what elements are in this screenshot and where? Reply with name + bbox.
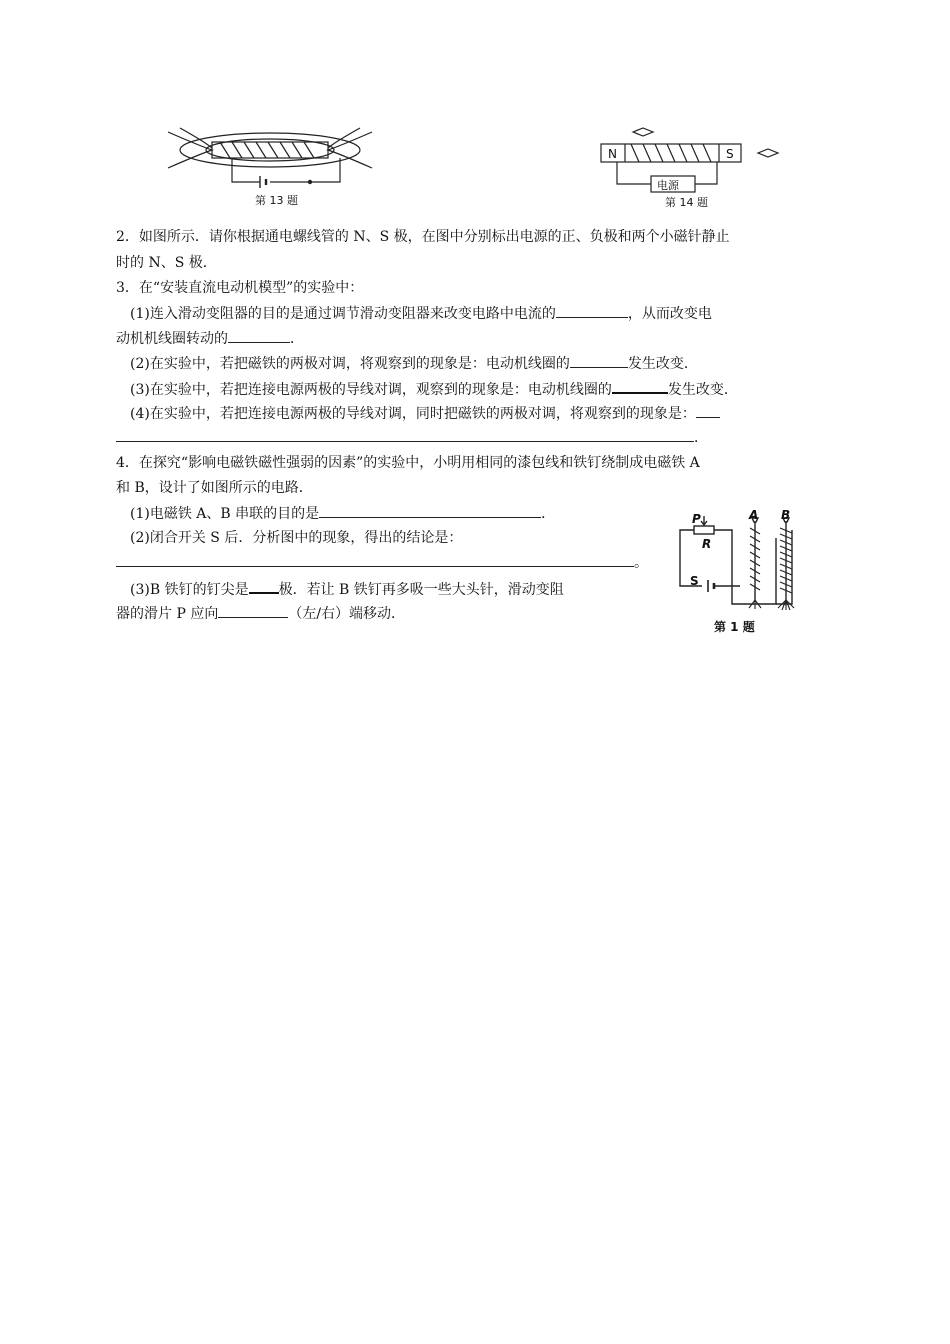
figure-1-caption: 第 1 题 xyxy=(714,620,755,634)
magnet-a-label: A xyxy=(749,508,759,522)
q4-part-2: (2)闭合开关 S 后．分析图中的现象，得出的结论是： xyxy=(130,530,463,546)
q4-part-3-cont xyxy=(116,603,405,624)
q2-line-2: 时的 N、S 极． xyxy=(116,255,217,271)
q3-p3-text-a: (3)在实验中，若把连接电源两极的导线对调，观察到的现象是：电动机线圈的 xyxy=(130,382,612,398)
q3-blank-wire-swap[interactable] xyxy=(612,378,668,394)
q3-title: 3．在“安装直流电动机模型”的实验中： xyxy=(116,280,364,296)
resistor-r-label: R xyxy=(702,537,712,551)
electromagnet-circuit-diagram xyxy=(672,508,812,618)
q3-blank-current[interactable] xyxy=(556,303,628,318)
q3-p1-text-a: (1)连入滑动变阻器的目的是通过调节滑动变阻器来改变电路中电流的 xyxy=(130,306,556,322)
figure-1 xyxy=(672,508,812,633)
q4-p1-text-b: ． xyxy=(541,506,556,522)
figure-13-caption: 第 13 题 xyxy=(255,194,298,207)
q3-p3-text-b: 发生改变． xyxy=(667,382,738,398)
q3-blank-magnet-swap[interactable] xyxy=(570,353,628,368)
figure-14-caption: 第 14 题 xyxy=(665,196,708,209)
q4-blank-series-purpose[interactable] xyxy=(319,503,541,518)
q3-p4-text-a: (4)在实验中，若把连接电源两极的导线对调，同时把磁铁的两极对调，将观察到的现象是： xyxy=(130,406,696,422)
q3-p4-end: ． xyxy=(694,430,708,446)
magnet-b-label: B xyxy=(781,508,791,522)
q4-blank-pole[interactable] xyxy=(249,578,279,594)
q3-p1-text-b: ，从而改变电 xyxy=(627,306,712,322)
q3-blank-both-swap[interactable] xyxy=(116,427,694,442)
q3-part-3 xyxy=(130,378,738,400)
q3-p1-text-c: 动机机线圈转动的 xyxy=(116,331,228,347)
compass-needle-top-icon xyxy=(633,128,653,136)
q4-p3-text-b: 极．若让 B 铁钉再多吸一些大头针，滑动变阻 xyxy=(278,582,564,598)
q3-part-2 xyxy=(130,353,698,374)
q2-line-1: 2．如图所示．请你根据通电螺线管的 N、S 极，在图中分别标出电源的正、负极和两个小磁针静止 xyxy=(116,229,730,245)
slider-p-label: P xyxy=(692,512,701,526)
figure-14 xyxy=(595,122,785,212)
compass-needle-right-icon xyxy=(758,149,778,157)
q3-part-4 xyxy=(130,403,720,424)
q4-line-2: 和 B，设计了如图所示的电路． xyxy=(116,480,313,496)
q4-p3-text-d: （左/右）端移动． xyxy=(288,606,406,622)
q3-blank-both-swap-start[interactable] xyxy=(696,403,720,418)
q3-part-1-cont xyxy=(116,328,304,349)
q4-line-1: 4．在探究“影响电磁铁磁性强弱的因素”的实验中，小明用相同的漆包线和铁钉绕制成电磁铁 A xyxy=(116,455,700,471)
q4-p2-end: 。 xyxy=(634,555,648,571)
q4-blank-conclusion[interactable] xyxy=(116,552,634,567)
q4-blank-direction[interactable] xyxy=(218,603,288,618)
q3-p2-text-b: 发生改变． xyxy=(627,356,698,372)
figure-13 xyxy=(160,120,375,212)
q3-blank-rotation[interactable] xyxy=(228,328,290,343)
q3-p1-text-d: ． xyxy=(290,331,304,347)
pole-n-label: N xyxy=(608,147,617,161)
power-source-label: 电源 xyxy=(657,179,679,192)
q4-part-2-cont xyxy=(116,552,648,573)
q4-part-1 xyxy=(130,503,555,524)
q4-p3-text-c: 器的滑片 P 应向 xyxy=(116,606,219,622)
pole-s-label: S xyxy=(726,147,734,161)
q3-part-1 xyxy=(130,303,712,324)
switch-s-label: S xyxy=(690,574,699,588)
q4-p3-text-a: (3)B 铁钉的钉尖是 xyxy=(130,582,249,598)
q4-p1-text-a: (1)电磁铁 A、B 串联的目的是 xyxy=(130,506,320,522)
q3-p2-text-a: (2)在实验中，若把磁铁的两极对调，将观察到的现象是：电动机线圈的 xyxy=(130,356,570,372)
q4-part-3 xyxy=(130,578,564,600)
q3-part-4-cont xyxy=(116,427,708,448)
